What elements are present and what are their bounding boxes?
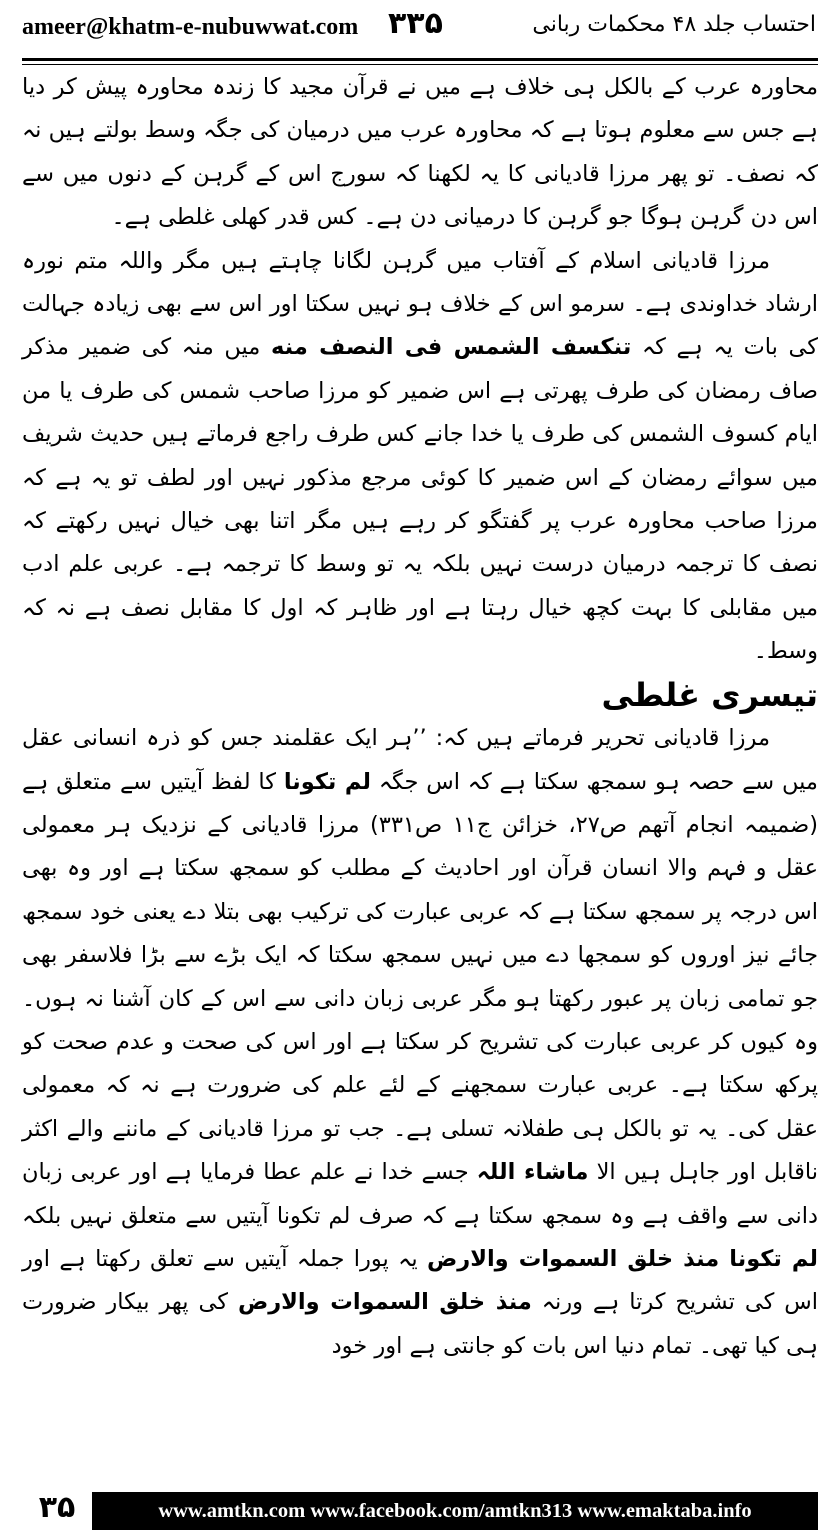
arabic-quote: لم تکونا منذ خلق السموات والارض <box>427 1245 818 1272</box>
paragraph-text: مرزا قادیانی اسلام کے آفتاب میں گرہن لگانا چاہتے ہیں مگر واللہ متم نورہ ارشاد خداوندی ہے۔ سرمو اس کے خلاف ہو نہیں سکتا اور اس سے بھی زیادہ جہالت کی بات یہ ہے کہ <box>22 247 819 361</box>
section-heading: تیسری غلطی <box>601 675 818 714</box>
header-title: احتساب جلد ۴۸ محکمات ربانی <box>532 12 816 37</box>
arabic-quote: منذ خلق السموات والارض <box>237 1289 532 1316</box>
header-page-number: ۳۳۵ <box>388 6 443 41</box>
header-rule-thick <box>22 58 818 61</box>
paragraph: محاورہ عرب کے بالکل ہی خلاف ہے میں نے قرآن مجید کا زندہ محاورہ پیش کر دیا ہے جس سے معلوم ہوتا ہے کہ محاورہ عرب میں درمیان کی جگہ وسط بولتے ہیں نہ کہ نصف۔ تو پھر مرزا قادیانی کا یہ لکھنا کہ سورج اس کے گرہن کے دنوں میں سے اس دن گرہن ہوگا جو گرہن کا درمیانی دن ہے۔ کس قدر کھلی غلطی ہے۔ <box>22 74 818 231</box>
page-header <box>0 0 840 58</box>
paragraph-text: کی پھر بیکار ضرورت ہی کیا تھی۔ تمام دنیا اس بات کو جانتی ہے اور خود <box>22 1289 818 1359</box>
paragraph-text: یہ پورا جملہ آیتیں سے تعلق رکھتا ہے اور اس کی تشریح کرتا ہے ورنہ <box>22 1245 819 1316</box>
page-body <box>22 66 818 1368</box>
arabic-quote: لم تکونا <box>283 768 371 795</box>
footer-page-number: ۳۵ <box>38 1490 76 1525</box>
header-email: ameer@khatm-e-nubuwwat.com <box>22 14 359 40</box>
arabic-quote: تنکسف الشمس فی النصف منه <box>271 334 632 361</box>
paragraph-text: کا لفظ آیتیں سے متعلق ہے (ضمیمہ انجام آتھم ص۲۷، خزائن ج۱۱ ص۳۳۱) مرزا قادیانی کے نزدیک ہر معمولی عقل و فہم والا انسان قرآن اور احادیث کے مطلب کو سمجھ سکتا ہے اور وہ بھی اس درجہ پر سمجھ سکتا ہے کہ عربی عبارت کی ترکیب بھی بتلا دے یعنی خود سمجھ جائے نیز اوروں کو سمجھا دے میں نہیں سمجھ سکتا کہ ایک بڑے سے بڑا فلاسفر بھی جو تمامی زبان پر عبور رکھتا ہو مگر عربی زبان دانی سے اس کے کان آشنا نہ ہوں۔ وہ کیوں کر عربی عبارت کی تشریح کر سکتا ہے اور اس کی صحت و عدم صحت کو پرکھ سکتا ہے۔ عربی عبارت سمجھنے کے لئے علم کی ضرورت ہے نہ کہ معمولی عقل کی۔ یہ تو بالکل ہی طفلانہ تسلی ہے۔ جب تو مرزا قادیانی کے ماننے والے اکثر ناقابل اور جاہل ہیں الا <box>22 768 819 1186</box>
footer-links: www.amtkn.com www.facebook.com/amtkn313 www.emaktaba.info <box>92 1492 818 1530</box>
page-footer <box>0 1486 840 1540</box>
header-rule-thin <box>22 64 818 65</box>
paragraph-text: جسے خدا نے علم عطا فرمایا ہے اور عربی زبان دانی سے واقف ہے وہ سمجھ سکتا ہے کہ صرف لم تکونا آیتیں سے متعلق نہیں بلکہ <box>22 1159 818 1229</box>
paragraph-text: میں منہ کی ضمیر مذکر صاف رمضان کی طرف پھرتی ہے اس ضمیر کو مرزا صاحب شمس کی طرف یا من ایام کسوف الشمس کی طرف یا خدا جانے کس طرف راجع فرماتے ہیں حدیث شریف میں سوائے رمضان کے اس ضمیر کا کوئی مرجع مذکور نہیں اور لطف تو یہ ہے کہ مرزا صاحب محاورہ عرب پر گفتگو کر رہے ہیں مگر اتنا بھی خیال نہیں رکھتے کہ نصف کا ترجمہ درمیان درست نہیں بلکہ یہ تو وسط کا ترجمہ ہے۔ عربی علم ادب میں مقابلی کا بہت کچھ خیال رہتا ہے اور ظاہر کہ اول کا مقابل نصف ہے نہ کہ وسط۔ <box>22 334 818 665</box>
paragraph <box>22 240 818 674</box>
paragraph-text: مرزا قادیانی تحریر فرماتے ہیں کہ: ’’ہر ایک عقلمند جس کو ذرہ انسانی عقل میں سے حصہ ہو سمجھ سکتا ہے کہ اس جگہ <box>22 725 818 795</box>
arabic-quote: ماشاء اللہ <box>476 1159 589 1186</box>
paragraph <box>22 717 818 1368</box>
